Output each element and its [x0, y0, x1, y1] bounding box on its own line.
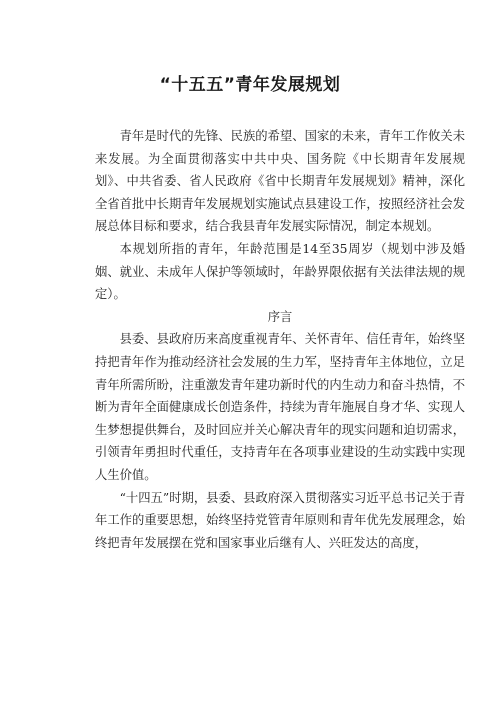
document-body	[95, 125, 465, 554]
paragraph-intro: 青年是时代的先锋、民族的希望、国家的未来，青年工作攸关未来发展。为全面贯彻落实中共中央、国务院《中长期青年发展规划》、中共省委、省人民政府《省中长期青年发展规划》精神，深化全省首批中长期青年发展规划实施试点县建设工作，按照经济社会发展总体目标和要求，结合我县青年发展实际情况，制定本规划。	[95, 129, 465, 234]
document-title: “十五五”青年发展规划	[159, 75, 341, 95]
paragraph-preface-2: “十四五”时期，县委、县政府深入贯彻落实习近平总书记关于青年工作的重要思想，始终坚持党管青年原则和青年优先发展理念，始终把青年发展摆在党和国家事业后继有人、兴旺发达的高度，	[95, 490, 465, 550]
paragraph-age-scope: 本规划所指的青年，年龄范围是14至35周岁（规划中涉及婚姻、就业、未成年人保护等领域时，年龄界限依据有关法律法规的规定）。	[95, 241, 465, 302]
section-heading-preface: 序言	[267, 309, 293, 324]
paragraph-preface-1: 县委、县政府历来高度重视青年、关怀青年、信任青年，始终坚持把青年作为推动经济社会发展的生力军，坚持青年主体地位，立足青年所需所盼，注重激发青年建功新时代的内生动力和奋斗热情，不断为青年全面健康成长创造条件，持续为青年施展自身才华、实现人生梦想提供舞台，及时回应并关心解决青年的现实问题和迫切需求，引领青年勇担时代重任，支持青年在各项事业建设的生动实践中实现人生价值。	[95, 332, 465, 482]
